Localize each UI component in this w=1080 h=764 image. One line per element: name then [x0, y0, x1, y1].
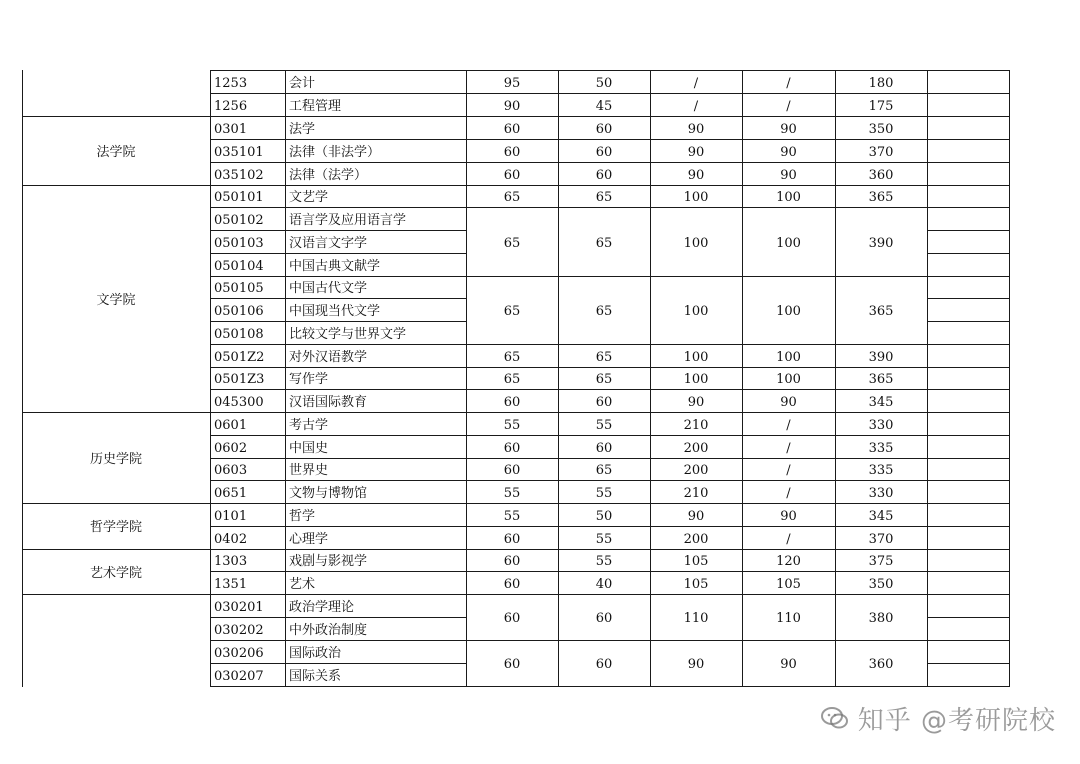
subject-score: 60 [503, 394, 521, 410]
major-code: 050101 [214, 190, 264, 205]
row-divider [210, 230, 467, 231]
subject-score: 110 [776, 611, 801, 626]
row-divider [466, 276, 928, 277]
subject-score: 60 [595, 144, 613, 160]
row-divider [927, 298, 1010, 299]
major-name: 汉语国际教育 [289, 394, 368, 410]
major-code: 0301 [214, 121, 248, 137]
major-code: 0101 [214, 508, 248, 524]
row-divider [927, 663, 1010, 664]
subject-score: 105 [683, 576, 709, 592]
subject-score: 65 [595, 235, 613, 251]
row-divider [210, 640, 467, 641]
subject-score: 100 [776, 349, 801, 365]
subject-score: 55 [595, 417, 613, 433]
subject-score: 90 [780, 144, 797, 160]
major-code: 1256 [214, 98, 248, 114]
subject-score: 65 [595, 372, 613, 387]
subject-score: 60 [595, 394, 613, 410]
total-score: 175 [868, 98, 894, 114]
total-score: 360 [868, 167, 894, 183]
row-divider [210, 344, 467, 345]
column-divider [1009, 70, 1010, 687]
row-divider [466, 344, 928, 345]
subject-score: 55 [595, 554, 613, 569]
subject-score: 60 [503, 611, 521, 626]
subject-score: 60 [503, 440, 521, 456]
row-divider [210, 617, 467, 618]
row-divider [927, 458, 1010, 459]
row-divider [210, 503, 467, 504]
major-name: 会计 [289, 75, 316, 91]
subject-score: 60 [503, 463, 521, 478]
watermark [820, 698, 1056, 738]
subject-score: 60 [503, 167, 521, 183]
subject-score: 105 [683, 554, 709, 569]
major-name: 中国现当代文学 [289, 303, 381, 319]
college-divider [22, 549, 211, 550]
major-name: 写作学 [289, 372, 329, 387]
subject-score: / [786, 440, 791, 456]
major-name: 文物与博物馆 [289, 485, 368, 501]
watermark-text: 知乎 @考研院校 [857, 705, 1056, 736]
row-divider [927, 230, 1010, 231]
row-divider [927, 412, 1010, 413]
major-name: 法律（法学） [289, 167, 368, 183]
subject-score: 200 [683, 531, 709, 547]
total-score: 335 [868, 440, 894, 456]
subject-score: 90 [780, 657, 797, 672]
major-name: 对外汉语教学 [289, 349, 368, 365]
subject-score: 90 [687, 394, 705, 410]
major-name: 哲学 [289, 508, 316, 524]
row-divider [210, 139, 467, 140]
row-divider [466, 116, 928, 117]
row-divider [927, 594, 1010, 595]
subject-score: 100 [683, 349, 709, 365]
column-divider [285, 70, 286, 687]
total-score: 350 [868, 121, 894, 137]
subject-score: 55 [503, 485, 521, 501]
total-score: 380 [868, 611, 894, 626]
subject-score: 120 [776, 554, 801, 569]
college-divider [22, 594, 211, 595]
subject-score: 60 [503, 121, 521, 137]
major-name: 法律（非法学） [289, 144, 381, 160]
major-name: 考古学 [289, 417, 329, 433]
total-score: 370 [868, 144, 894, 160]
row-divider [927, 367, 1010, 368]
column-divider [927, 70, 928, 687]
row-divider [927, 162, 1010, 163]
college-divider [22, 185, 211, 186]
subject-score: 60 [595, 440, 613, 456]
subject-score: / [786, 75, 791, 91]
major-code: 0402 [214, 531, 248, 547]
major-code: 050108 [214, 326, 264, 342]
row-divider [210, 93, 467, 94]
total-score: 365 [868, 372, 894, 387]
row-divider [927, 435, 1010, 436]
subject-score: 65 [595, 304, 613, 319]
row-divider [210, 276, 467, 277]
major-name: 世界史 [289, 463, 329, 478]
table-bottom-border [210, 686, 1010, 687]
subject-score: 50 [595, 508, 613, 524]
subject-score: 90 [687, 508, 705, 524]
row-divider [210, 185, 467, 186]
major-code: 0501Z3 [214, 372, 265, 387]
major-code: 1351 [214, 576, 248, 592]
subject-score: 55 [503, 417, 521, 433]
total-score: 335 [868, 463, 894, 478]
subject-score: 100 [683, 190, 709, 205]
subject-score: 65 [503, 235, 521, 251]
subject-score: 90 [687, 167, 705, 183]
row-divider [466, 480, 928, 481]
subject-score: 65 [595, 349, 613, 365]
major-name: 比较文学与世界文学 [289, 326, 407, 342]
subject-score: 65 [595, 190, 613, 205]
row-divider [927, 116, 1010, 117]
major-name: 语言学及应用语言学 [289, 212, 407, 228]
subject-score: 60 [595, 657, 613, 672]
subject-score: 110 [683, 611, 709, 626]
row-divider [927, 93, 1010, 94]
row-divider [466, 435, 928, 436]
major-code: 050104 [214, 258, 264, 274]
row-divider [210, 435, 467, 436]
subject-score: 90 [780, 508, 797, 524]
row-divider [466, 640, 928, 641]
row-divider [210, 116, 467, 117]
major-code: 0603 [214, 463, 248, 478]
subject-score: 60 [595, 121, 613, 137]
major-name: 国际政治 [289, 645, 342, 661]
college-name: 哲学学院 [89, 520, 142, 535]
subject-score: 90 [687, 144, 705, 160]
subject-score: 100 [776, 235, 801, 251]
subject-score: 90 [780, 121, 797, 137]
subject-score: 200 [683, 463, 709, 478]
total-score: 390 [868, 349, 894, 365]
major-code: 030207 [214, 668, 264, 684]
subject-score: 60 [595, 611, 613, 626]
major-code: 050106 [214, 303, 264, 319]
row-divider [466, 162, 928, 163]
row-divider [466, 571, 928, 572]
row-divider [466, 185, 928, 186]
row-divider [927, 526, 1010, 527]
subject-score: 50 [595, 75, 613, 91]
major-code: 030206 [214, 645, 264, 661]
row-divider [210, 412, 467, 413]
subject-score: / [786, 531, 791, 547]
college-divider [22, 412, 211, 413]
subject-score: 65 [503, 372, 521, 387]
row-divider [927, 276, 1010, 277]
subject-score: 60 [503, 657, 521, 672]
subject-score: 45 [595, 98, 613, 114]
major-code: 050105 [214, 281, 264, 296]
row-divider [210, 207, 467, 208]
subject-score: 65 [503, 349, 521, 365]
major-code: 1253 [214, 75, 248, 91]
college-name: 历史学院 [89, 451, 142, 467]
total-score: 370 [868, 531, 894, 547]
subject-score: 55 [595, 485, 613, 501]
subject-score: 200 [683, 440, 709, 456]
column-divider [210, 70, 211, 687]
major-name: 中国古代文学 [289, 281, 368, 296]
total-score: 350 [868, 576, 894, 592]
row-divider [927, 640, 1010, 641]
row-divider [927, 185, 1010, 186]
wechat-like-icon [820, 703, 850, 733]
row-divider [210, 253, 467, 254]
row-divider [210, 298, 467, 299]
major-code: 0651 [214, 485, 248, 501]
major-code: 1303 [214, 554, 248, 569]
subject-score: 65 [503, 190, 521, 205]
subject-score: 60 [503, 144, 521, 160]
row-divider [466, 549, 928, 550]
row-divider [210, 594, 467, 595]
subject-score: 100 [776, 372, 801, 387]
major-code: 050102 [214, 212, 264, 228]
subject-score: 90 [687, 121, 705, 137]
row-divider [210, 549, 467, 550]
total-score: 345 [868, 508, 894, 524]
total-score: 390 [868, 235, 894, 251]
row-divider [210, 162, 467, 163]
subject-score: / [786, 417, 791, 433]
row-divider [466, 367, 928, 368]
major-code: 045300 [214, 394, 264, 410]
major-name: 政治学理论 [289, 599, 355, 615]
table-left-border [22, 70, 23, 687]
total-score: 330 [868, 417, 894, 433]
subject-score: 40 [595, 576, 613, 592]
row-divider [927, 321, 1010, 322]
row-divider [210, 458, 467, 459]
subject-score: 100 [776, 190, 801, 205]
subject-score: 65 [595, 463, 613, 478]
row-divider [210, 571, 467, 572]
row-divider [210, 526, 467, 527]
row-divider [210, 663, 467, 664]
row-divider [466, 412, 928, 413]
major-code: 030201 [214, 599, 264, 615]
subject-score: 100 [683, 235, 709, 251]
major-name: 国际关系 [289, 668, 342, 684]
row-divider [927, 571, 1010, 572]
row-divider [466, 139, 928, 140]
subject-score: / [786, 485, 791, 501]
major-name: 中外政治制度 [289, 622, 368, 638]
subject-score: 90 [687, 657, 705, 672]
row-divider [466, 93, 928, 94]
total-score: 365 [868, 304, 894, 319]
subject-score: 90 [780, 394, 797, 410]
total-score: 345 [868, 394, 894, 410]
row-divider [466, 207, 928, 208]
subject-score: / [786, 98, 791, 114]
subject-score: 60 [503, 531, 521, 547]
subject-score: / [786, 463, 791, 478]
subject-score: 60 [503, 554, 521, 569]
major-name: 中国史 [289, 440, 329, 456]
subject-score: 55 [503, 508, 521, 524]
row-divider [927, 549, 1010, 550]
major-name: 汉语言文字学 [289, 235, 368, 251]
college-name: 法学院 [96, 144, 136, 160]
subject-score: 100 [683, 372, 709, 387]
subject-score: 60 [595, 167, 613, 183]
subject-score: 95 [503, 75, 521, 91]
row-divider [927, 480, 1010, 481]
major-code: 050103 [214, 235, 264, 251]
subject-score: 65 [503, 304, 521, 319]
subject-score: 105 [776, 576, 801, 592]
major-name: 法学 [289, 121, 316, 137]
row-divider [927, 503, 1010, 504]
college-divider [22, 503, 211, 504]
subject-score: 90 [503, 98, 521, 114]
subject-score: 100 [683, 304, 709, 319]
major-code: 035102 [214, 167, 264, 183]
subject-score: 60 [503, 576, 521, 592]
major-name: 文艺学 [289, 190, 329, 205]
row-divider [210, 321, 467, 322]
major-name: 艺术 [289, 576, 316, 592]
subject-score: / [693, 75, 699, 91]
major-name: 戏剧与影视学 [289, 554, 368, 569]
total-score: 180 [868, 75, 894, 91]
row-divider [927, 617, 1010, 618]
row-divider [927, 253, 1010, 254]
major-name: 工程管理 [289, 98, 342, 114]
row-divider [927, 207, 1010, 208]
subject-score: 210 [683, 417, 709, 433]
row-divider [927, 389, 1010, 390]
subject-score: 210 [683, 485, 709, 501]
total-score: 375 [868, 554, 894, 569]
major-code: 0601 [214, 417, 248, 433]
major-code: 030202 [214, 622, 264, 638]
total-score: 360 [868, 657, 894, 672]
major-name: 心理学 [289, 531, 329, 547]
row-divider [210, 367, 467, 368]
row-divider [466, 526, 928, 527]
college-divider [22, 116, 211, 117]
total-score: 365 [868, 190, 894, 205]
row-divider [210, 480, 467, 481]
row-divider [466, 389, 928, 390]
row-divider [466, 503, 928, 504]
major-code: 0602 [214, 440, 248, 456]
row-divider [927, 139, 1010, 140]
college-name: 文学院 [96, 292, 136, 308]
major-name: 中国古典文献学 [289, 258, 381, 274]
subject-score: 55 [595, 531, 613, 547]
college-name: 艺术学院 [89, 565, 142, 581]
row-divider [210, 389, 467, 390]
subject-score: 100 [776, 304, 801, 319]
row-divider [466, 594, 928, 595]
total-score: 330 [868, 485, 894, 501]
subject-score: / [693, 98, 699, 114]
row-divider [927, 344, 1010, 345]
table-top-border [210, 70, 1010, 71]
major-code: 035101 [214, 144, 264, 160]
subject-score: 90 [780, 167, 797, 183]
major-code: 0501Z2 [214, 349, 265, 365]
row-divider [466, 458, 928, 459]
